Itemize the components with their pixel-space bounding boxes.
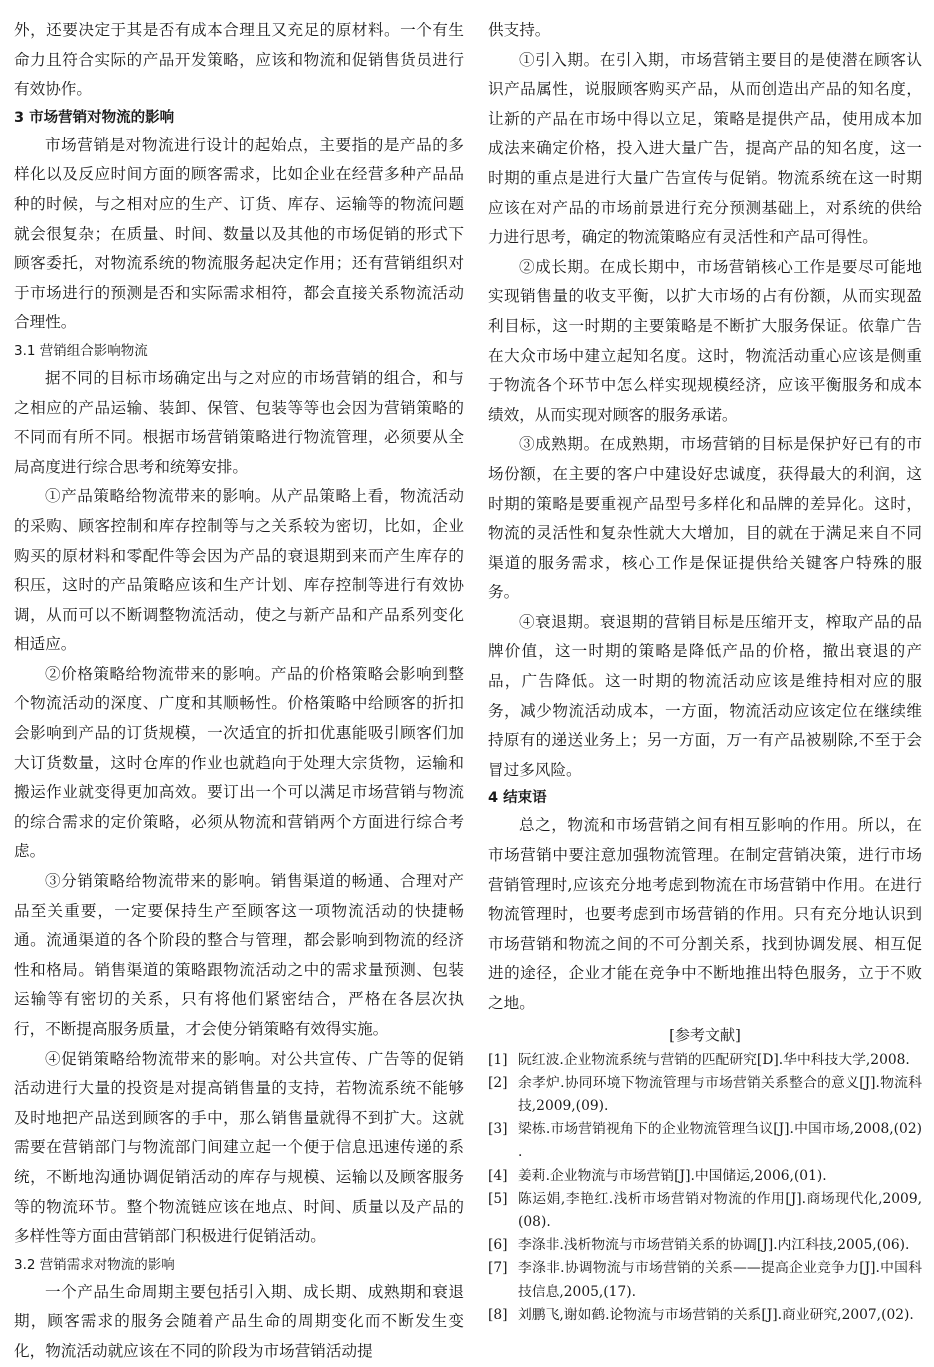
reference-text: 余孝炉.协同环境下物流管理与市场营销关系整合的意义[J].物流科技,2009,(09).: [518, 1074, 922, 1114]
reference-text: 姜莉.企业物流与市场营销[J].中国储运,2006,(01).: [518, 1167, 827, 1184]
paragraph-continued-right: 供支持。: [488, 21, 551, 39]
reference-item: [488, 1234, 922, 1257]
reference-text: 阮红波.企业物流系统与营销的匹配研究[D].华中科技大学,2008.: [518, 1051, 910, 1068]
paragraph-3-1: 据不同的目标市场确定出与之对应的市场营销的组合，和与之相应的产品运输、装卸、保管、包装等等也会因为营销策略的不同而有所不同。根据市场营销策略进行物流管理，必须要从全局高度进行综合思考和统筹安排。: [14, 368, 464, 476]
subsection-heading-3-2: 3.2 营销需求对物流的影响: [14, 1256, 175, 1273]
left-column: [14, 16, 464, 1367]
right-column: [488, 16, 922, 1327]
reference-number: [2]: [488, 1074, 508, 1091]
reference-number: [7]: [488, 1260, 508, 1277]
section-heading-4: 4 结束语: [488, 790, 547, 807]
reference-text: 陈运娟,李艳红.浅析市场营销对物流的作用[J].商场现代化,2009,(08).: [518, 1190, 922, 1231]
reference-text: 刘鹏飞,谢如鹤.论物流与市场营销的关系[J].商业研究,2007,(02).: [518, 1306, 914, 1323]
paragraph-price-strategy: ②价格策略给物流带来的影响。产品的价格策略会影响到整个物流活动的深度、广度和其顺畅性。价格策略中给顾客的折扣会影响到产品的订货规模，一次适宜的折扣优惠能吸引顾客们加大订货数量，这时仓库的作业也就趋向于处理大宗货物，运输和搬运作业就变得更加高效。要订出一个可以满足市场营销与物流的综合需求的定价策略，必须从物流和营销两个方面进行综合考虑。: [14, 664, 464, 861]
paragraph-decline-stage: ④衰退期。衰退期的营销目标是压缩开支，榨取产品的品牌价值，这一时期的策略是降低产品的价格，撤出衰退的产品，广告降低。这一时期的物流活动应该是维持相对应的服务，减少物流活动成本，一方面，物流活动应该定位在继续维持原有的递送业务上；另一方面，万一有产品被剔除,不至于会冒过多风险。: [488, 612, 922, 779]
paragraph-introduction-stage: ①引入期。在引入期，市场营销主要目的是使潜在顾客认识产品属性，说服顾客购买产品，从而创造出产品的知名度，让新的产品在市场中得以立足，策略是提供产品，使用成本加成法来确定价格，投入进大量广告，提高产品的知名度，这一时期的重点是进行大量广告宣传与促销。物流系统在这一时期应该在对产品的市场前景进行充分预测基础上，对系统的供给力进行思考，确定的物流策略应有灵活性和产品可得性。: [488, 50, 922, 247]
paragraph-distribution-strategy: ③分销策略给物流带来的影响。销售渠道的畅通、合理对产品至关重要，一定要保持生产至顾客这一项物流活动的快捷畅通。流通渠道的各个阶段的整合与管理，都会影响到物流的经济性和格局。销售渠道的策略跟物流活动之中的需求量预测、包装运输等有密切的关系，只有将他们紧密结合，严格在各层次执行，不断提高服务质量，才会使分销策略有效得实施。: [14, 872, 464, 1038]
paragraph-section-3: 市场营销是对物流进行设计的起始点，主要指的是产品的多样化以及反应时间方面的顾客需求，比如企业在经营多种产品品种的时候，与之相对应的生产、订货、库存、运输等的物流问题就会很复杂；在质量、时间、数量以及其他的市场促销的形式下顾客委托，对物流系统的物流服务起决定作用；还有营销组织对于市场进行的预测是否和实际需求相符，都会直接关系物流活动合理性。: [14, 135, 464, 332]
reference-number: [5]: [488, 1190, 508, 1207]
section-heading-3: 3 市场营销对物流的影响: [14, 109, 175, 126]
paragraph-promotion-strategy: ④促销策略给物流带来的影响。对公共宣传、广告等的促销活动进行大量的投资是对提高销售量的支持，若物流系统不能够及时地把产品送到顾客的手中，那么销售量就得不到扩大。这就需要在营销部门与物流部门间建立起一个便于信息迅速传递的系统，不断地沟通协调促销活动的库存与规模、运输以及顾客服务等的物流环节。整个物流链应该在地点、时间、质量以及产品的多样性等方面由营销部门积极进行促销活动。: [14, 1049, 464, 1246]
paragraph-3-2: 一个产品生命周期主要包括引入期、成长期、成熟期和衰退期，顾客需求的服务会随着产品生命的周期变化而不断发生变化，物流活动就应该在不同的阶段为市场营销活动提: [14, 1282, 464, 1360]
reference-text: 李涤非.浅析物流与市场营销关系的协调[J].内江科技,2005,(06).: [518, 1237, 910, 1254]
paragraph-conclusion: 总之，物流和市场营销之间有相互影响的作用。所以，在市场营销中要注意加强物流管理。在制定营销决策，进行市场营销管理时,应该充分地考虑到物流在市场营销中作用。在进行物流管理时，也要考虑到市场营销的作用。只有充分地认识到市场营销和物流之间的不可分割关系，找到协调发展、相互促进的途径，企业才能在竞争中不断地推出特色服务，立于不败之地。: [488, 816, 922, 1012]
paragraph-maturity-stage: ③成熟期。在成熟期，市场营销的目标是保护好已有的市场份额，在主要的客户中建设好忠诚度，获得最大的利润，这时期的策略是要重视产品型号多样化和品牌的差异化。这时，物流的灵活性和复杂性就大大增加，目的就在于满足来自不同渠道的服务需求，核心工作是保证提供给关键客户特殊的服务。: [488, 435, 922, 602]
reference-number: [6]: [488, 1237, 508, 1254]
reference-item: [488, 1072, 922, 1118]
reference-item: [488, 1165, 922, 1188]
references-list: [488, 1049, 922, 1327]
reference-number: [8]: [488, 1306, 508, 1323]
reference-text: 李涤非.协调物流与市场营销的关系——提高企业竞争力[J].中国科技信息,2005,(17).: [518, 1260, 922, 1300]
paragraph-growth-stage: ②成长期。在成长期中，市场营销核心工作是要尽可能地实现销售量的收支平衡，以扩大市场的占有份额，从而实现盈利目标，这一时期的主要策略是不断扩大服务保证。依靠广告在大众市场中建立起知名度。这时，物流活动重心应该是侧重于物流各个环节中怎么样实现规模经济，应该平衡服务和成本绩效，从而实现对顾客的服务承诺。: [488, 257, 922, 424]
reference-number: [4]: [488, 1167, 508, 1184]
reference-number: [3]: [488, 1121, 508, 1138]
reference-item: [488, 1049, 922, 1072]
reference-item: [488, 1257, 922, 1303]
reference-item: [488, 1188, 922, 1234]
reference-text: 梁栋.市场营销视角下的企业物流管理刍议[J].中国市场,2008,(02) .: [518, 1121, 922, 1161]
reference-item: [488, 1118, 922, 1164]
references-title: [参考文献]: [669, 1025, 741, 1044]
reference-item: [488, 1304, 922, 1327]
subsection-heading-3-1: 3.1 营销组合影响物流: [14, 342, 148, 359]
reference-number: [1]: [488, 1051, 508, 1068]
paragraph-continued: 外，还要决定于其是否有成本合理且又充足的原材料。一个有生命力且符合实际的产品开发策略，应该和物流和促销售货员进行有效协作。: [14, 21, 464, 99]
paragraph-product-strategy: ①产品策略给物流带来的影响。从产品策略上看，物流活动的采购、顾客控制和库存控制等与之关系较为密切，比如，企业购买的原材料和零配件等会因为产品的衰退期到来而产生库存的积压，这时的产品策略应该和生产计划、库存控制等进行有效协调，从而可以不断调整物流活动，使之与新产品和产品系列变化相适应。: [14, 487, 464, 654]
